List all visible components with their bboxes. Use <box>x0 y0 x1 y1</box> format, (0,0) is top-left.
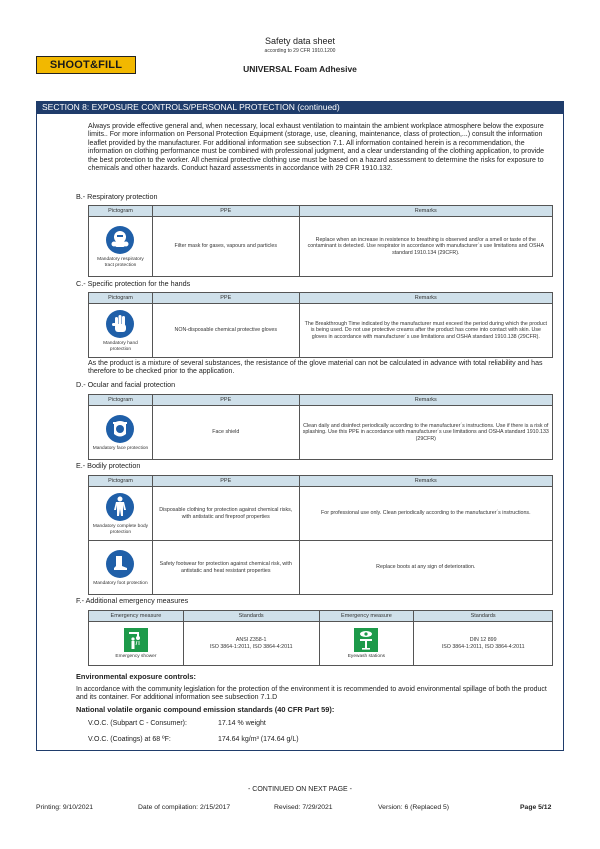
voc-label: V.O.C. (Coatings) at 68 ºF: <box>88 736 171 743</box>
eyewash-station-icon <box>354 628 378 652</box>
product-name: UNIVERSAL Foam Adhesive <box>243 64 357 74</box>
pictogram-caption: Mandatory respiratory tract protection <box>97 256 144 268</box>
col-header-standards: Standards <box>414 611 553 622</box>
page-number: Page 5/12 <box>520 804 552 811</box>
emergency-shower-icon <box>124 628 148 652</box>
protective-suit-icon <box>105 492 135 522</box>
respiratory-table <box>88 205 553 277</box>
col-header-pictogram: Pictogram <box>89 206 153 217</box>
printing-date: Printing: 9/10/2021 <box>36 804 94 811</box>
col-header-standards: Standards <box>183 611 319 622</box>
compilation-date: Date of compilation: 2/15/2017 <box>138 804 231 811</box>
pictogram-cell <box>89 304 153 358</box>
company-logo: SHOOT&FILL <box>36 56 136 74</box>
col-header-pictogram: Pictogram <box>89 293 153 304</box>
pictogram-caption: Mandatory foot protection <box>93 580 148 586</box>
ppe-cell: Face shield <box>152 406 299 460</box>
pictogram-caption: Mandatory hand protection <box>103 340 138 352</box>
remarks-cell: Replace boots at any sign of deterioration. <box>299 541 552 595</box>
col-header-measure: Emergency measure <box>319 611 414 622</box>
col-header-remarks: Remarks <box>299 476 552 487</box>
remarks-cell: The Breakthrough Time indicated by the manufacturer must exceed the period during which the product is being used. Do not use protective creams after the product has come into contact with skin. Use gloves in accordance with manufacturer´s use limitations and OSHA standard 1910.138 (29CFR). <box>299 304 552 358</box>
voc-value: 174.64 kg/m³ (174.64 g/L) <box>218 736 299 743</box>
col-header-ppe: PPE <box>152 395 299 406</box>
emergency-table <box>88 610 553 666</box>
col-header-remarks: Remarks <box>299 206 552 217</box>
body-heading: E.- Bodily protection <box>76 461 141 470</box>
emergency-caption: Eyewash stations <box>347 653 386 659</box>
face-table <box>88 394 553 460</box>
ppe-cell: NON-disposable chemical protective gloves <box>152 304 299 358</box>
remarks-cell: Clean daily and disinfect periodically according to the manufacturer´s instructions. Use if there is a risk of splashing. Use this PPE in accordance with manufacturer´s use limitations and OSHA standard 1910.133 (29CFR) <box>299 406 552 460</box>
pictogram-cell <box>89 406 153 460</box>
emergency-heading: F.- Additional emergency measures <box>76 596 189 605</box>
remarks-cell: Replace when an increase in resistence to breathing is observed and/or a smell or taste of the contaminant is detected. Use respirator in accordance with manufacturer´s use limitations and OSHA standard 1910.134 (29CFR). <box>299 217 552 277</box>
emergency-measure-cell <box>319 622 414 666</box>
col-header-ppe: PPE <box>152 206 299 217</box>
col-header-remarks: Remarks <box>299 293 552 304</box>
col-header-ppe: PPE <box>152 293 299 304</box>
col-header-pictogram: Pictogram <box>89 395 153 406</box>
emergency-caption: Emergency shower <box>115 653 157 659</box>
standards-cell <box>414 622 553 666</box>
environment-text: In accordance with the community legislation for the protection of the environment it is recommended to avoid environmental spillage of both the product and its container. For additional information see subsection 7.1.D <box>76 686 547 702</box>
hands-table <box>88 292 553 358</box>
document-title: Safety data sheet <box>264 36 336 46</box>
environment-title: Environmental exposure controls: <box>76 672 196 681</box>
pictogram-caption: Mandatory face protection <box>92 445 149 451</box>
section-intro: Always provide effective general and, when necessary, local exhaust ventilation to maintain the ambient workplace atmosphere below the exposure limits.. For more information on Personal Protection Equipment (storage, use, cleaning, maintenance, class of protection,...) consult the information leaflet provided by the manufacturer. For additional information see subsection 7.1. All information contained herein is a recommendation, the information on clothing performance must be combined with professional judgment, and a clear understanding of the clothing application, to provide the best protection to the worker. All chemical protective clothing use must be based on a hazard assessment to determine the risks for exposure to chemicals and other hazards. Conduct hazard assessments in accordance with 29 CFR 1910.132. <box>88 123 545 173</box>
voc-value: 17.14 % weight <box>218 720 266 727</box>
col-header-pictogram: Pictogram <box>89 476 153 487</box>
ppe-cell: Disposable clothing for protection against chemical risks, with antistatic and fireproof properties <box>152 487 299 541</box>
respirator-mask-icon <box>105 225 135 255</box>
hands-heading: C.- Specific protection for the hands <box>76 279 191 288</box>
revised-date: Revised: 7/29/2021 <box>274 804 333 811</box>
safety-boot-icon <box>105 549 135 579</box>
standards-line-1: DIN 12 899 <box>469 636 497 643</box>
version-info: Version: 6 (Replaced 5) <box>378 804 450 811</box>
respiratory-heading: B.- Respiratory protection <box>76 192 158 201</box>
pictogram-cell <box>89 217 153 277</box>
voc-row <box>88 720 266 727</box>
remarks-cell: For professional use only. Clean periodically according to the manufacturer´s instructions. <box>299 487 552 541</box>
ppe-cell: Safety footwear for protection against chemical risk, with antistatic and heat resistant properties <box>152 541 299 595</box>
col-header-ppe: PPE <box>152 476 299 487</box>
voc-title: National volatile organic compound emission standards (40 CFR Part 59): <box>76 705 335 714</box>
emergency-measure-cell <box>89 622 184 666</box>
section-title: SECTION 8: EXPOSURE CONTROLS/PERSONAL PROTECTION (continued) <box>36 101 564 114</box>
body-table <box>88 475 553 595</box>
continued-notice: - CONTINUED ON NEXT PAGE - <box>248 786 352 793</box>
glove-icon <box>105 309 135 339</box>
standards-line-1: ANSI Z358-1 <box>235 636 267 643</box>
standards-cell <box>183 622 319 666</box>
ppe-cell: Filter mask for gases, vapours and particles <box>152 217 299 277</box>
document-regulation: according to 29 CFR 1910.1200 <box>264 48 336 54</box>
pictogram-caption: Mandatory complete body protection <box>92 523 149 535</box>
pictogram-cell <box>89 487 153 541</box>
voc-label: V.O.C. (Subpart C - Consumer): <box>88 720 187 727</box>
face-heading: D.- Ocular and facial protection <box>76 380 176 389</box>
standards-line-2: ISO 3864-1:2011, ISO 3864-4:2011 <box>441 643 525 650</box>
glove-note: As the product is a mixture of several substances, the resistance of the glove material can not be calculated in advance with total reliability and has therefore to be checked prior to the application. <box>88 360 543 376</box>
standards-line-2: ISO 3864-1:2011, ISO 3864-4:2011 <box>209 643 293 650</box>
col-header-remarks: Remarks <box>299 395 552 406</box>
face-shield-icon <box>105 414 135 444</box>
col-header-measure: Emergency measure <box>89 611 184 622</box>
pictogram-cell <box>89 541 153 595</box>
voc-row <box>88 736 299 743</box>
